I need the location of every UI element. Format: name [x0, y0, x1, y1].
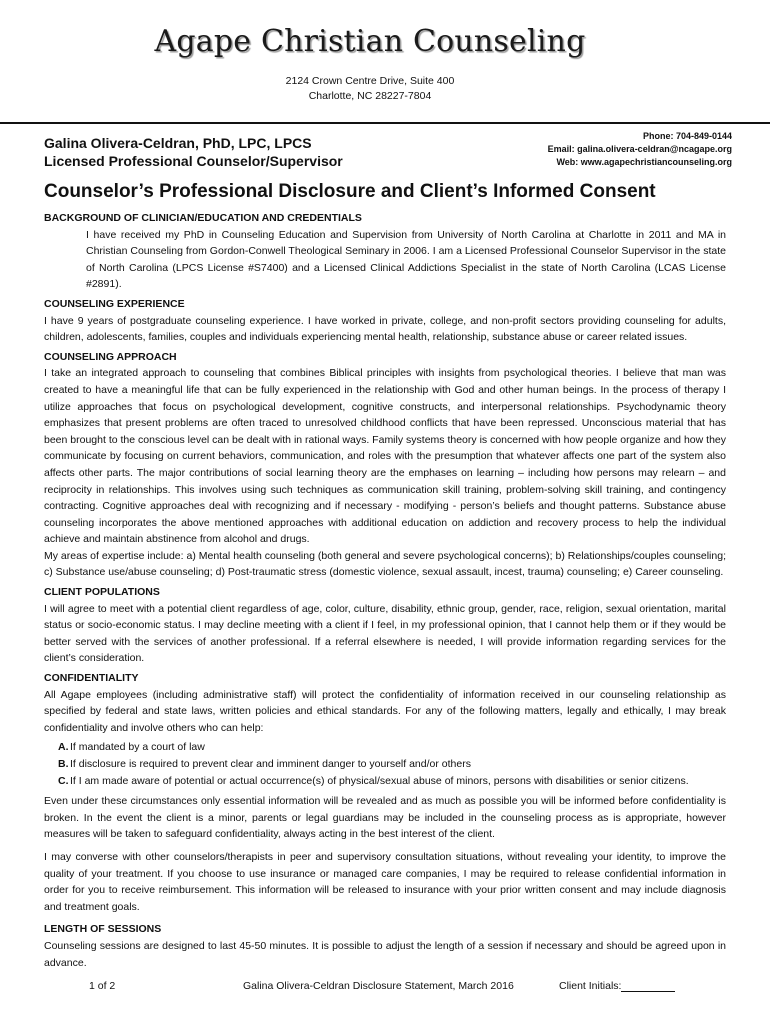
org-name: Agape Christian Counseling — [154, 24, 586, 59]
initials-blank[interactable] — [621, 980, 675, 992]
confidentiality-text-2: Even under these circumstances only essential information will be revealed and as much as possible you will be informed before confidentiality is broken. In the event the client is a minor, parents or legal guardians may be included in the counseling process as is appropriate, however measures will be taken to safeguard confidentiality, always acting in the best interest of the client. — [44, 795, 726, 841]
confidentiality-text: All Agape employees (including administrative staff) will protect the confidentiality of information received in our counseling relationship as specified by federal and state laws, written policies and ethical standards. For any of the following matters, legally and ethically, I may break confidentiality and involve others who can help: — [44, 688, 726, 734]
length-heading: LENGTH OF SESSIONS — [44, 923, 162, 936]
expertise-text: My areas of expertise include: a) Mental health counseling (both general and severe psychological concerns); b) Relationships/couples counseling; c) Substance use/abuse counseling; d) Post-traumatic stress (domestic violence, sexual assault, incest, trauma) counseling; e) Career counseling. — [44, 549, 726, 579]
client-initials: Client Initials: — [559, 980, 675, 992]
document-title: Counselor’s Professional Disclosure and Client’s Informed Consent — [44, 181, 656, 202]
experience-text: I have 9 years of postgraduate counseling experience. I have worked in private, college, and non-profit sectors providing counseling for adults, children, adolescents, families, couples and individuals experiencing mental health, relationship, substance abuse or career related issues. — [44, 314, 726, 344]
background-heading: BACKGROUND OF CLINICIAN/EDUCATION AND CREDENTIALS — [44, 212, 362, 224]
approach-text: I take an integrated approach to counseling that combines Biblical principles with insights from psychological theories. I believe that man was created to have a meaningful life that can be fully experienced in the relationship with God and other human beings. In the process of therapy I utilize approaches that focus on psychological development, cognitive constructs, and interpersonal relationships. Psychodynamic theory emphasizes that present problems are often traced to unresolved childhood conflicts that have been repressed. Unconscious material that has been brought to the conscious level can be dealt with in rational ways. Family systems theory is concerned with how people organize and how they communicate by focusing on current behaviors, communication, and roles with the presumption that whatever affects one part of the system also affects other parts. The major contributions of social learning theory are the emphases on learning – including how persons may relearn – and reciprocity in relationships. This involves using such techniques as communication skill training, problem-solving skill training, and contingency contracting. Cognitive approaches deal with recognizing and if necessary - modifying - person’s beliefs and thought patterns. Substance abuse counseling incorporates the above mentioned approaches with additional education on addiction and recovery process to help the individual achieve and maintain abstinence from alcohol and drugs. — [44, 367, 726, 546]
populations-heading: CLIENT POPULATIONS — [44, 586, 160, 599]
list-item: A. If mandated by a court of law — [58, 741, 205, 754]
clinician-title: Licensed Professional Counselor/Supervisor — [44, 153, 343, 169]
address-line-1: 2124 Crown Centre Drive, Suite 400 — [285, 75, 455, 87]
length-text: Counseling sessions are designed to last 45-50 minutes. It is possible to adjust the length of a session if necessary and should be agreed upon in advance. — [44, 939, 726, 969]
confidentiality-list — [58, 739, 726, 789]
experience-heading: COUNSELING EXPERIENCE — [44, 297, 185, 310]
populations-text: I will agree to meet with a potential client regardless of age, color, culture, disability, ethnic group, gender, race, religion, sexual orientation, marital status or socio-economic status. I may decline meeting with a client if I feel, in my professional opinion, that I cannot help them or if they would be better served with the services of another professional. If a referral elsewhere is needed, I will provide information regarding services for the client’s consideration. — [44, 602, 726, 665]
phone: Phone: 704-849-0144 — [642, 131, 732, 141]
website: Web: www.agapechristiancounseling.org — [556, 157, 732, 167]
address-line-2: Charlotte, NC 28227-7804 — [308, 90, 432, 102]
page-number: 1 of 2 — [89, 980, 116, 992]
approach-heading: COUNSELING APPROACH — [44, 350, 177, 363]
email: Email: galina.olivera-celdran@ncagape.org — [547, 144, 732, 154]
footer-document-name: Galina Olivera-Celdran Disclosure Statement, March 2016 — [243, 980, 514, 992]
confidentiality-heading: CONFIDENTIALITY — [44, 672, 139, 685]
confidentiality-text-3: I may converse with other counselors/therapists in peer and supervisory consultation situations, without revealing your identity, to improve the quality of your treatment. If you choose to use insurance or managed care companies, I may be required to release confidential information in order for you to receive reimbursement. This information will be released to insurance with your prior written consent and may include diagnosis and treatment goals. — [44, 850, 726, 913]
list-item: B. If disclosure is required to prevent clear and imminent danger to yourself and/or others — [58, 758, 471, 770]
document-body — [44, 210, 726, 974]
header-divider — [0, 122, 770, 124]
list-item: C. If I am made aware of potential or actual occurrence(s) of physical/sexual abuse of minors, persons with disabilities or senior citizens. — [58, 774, 689, 787]
background-text: I have received my PhD in Counseling Education and Supervision from University of North Carolina at Charlotte in 2011 and MA in Christian Counseling from Gordon-Conwell Theological Seminary in 2006. I am a Licensed Professional Counselor Supervisor in the state of North Carolina (LPCS License #S7400) and a Licensed Clinical Addictions Specialist in the state of North Carolina (LCAS License #2891). — [86, 228, 726, 291]
clinician-name: Galina Olivera-Celdran, PhD, LPC, LPCS — [44, 135, 312, 151]
